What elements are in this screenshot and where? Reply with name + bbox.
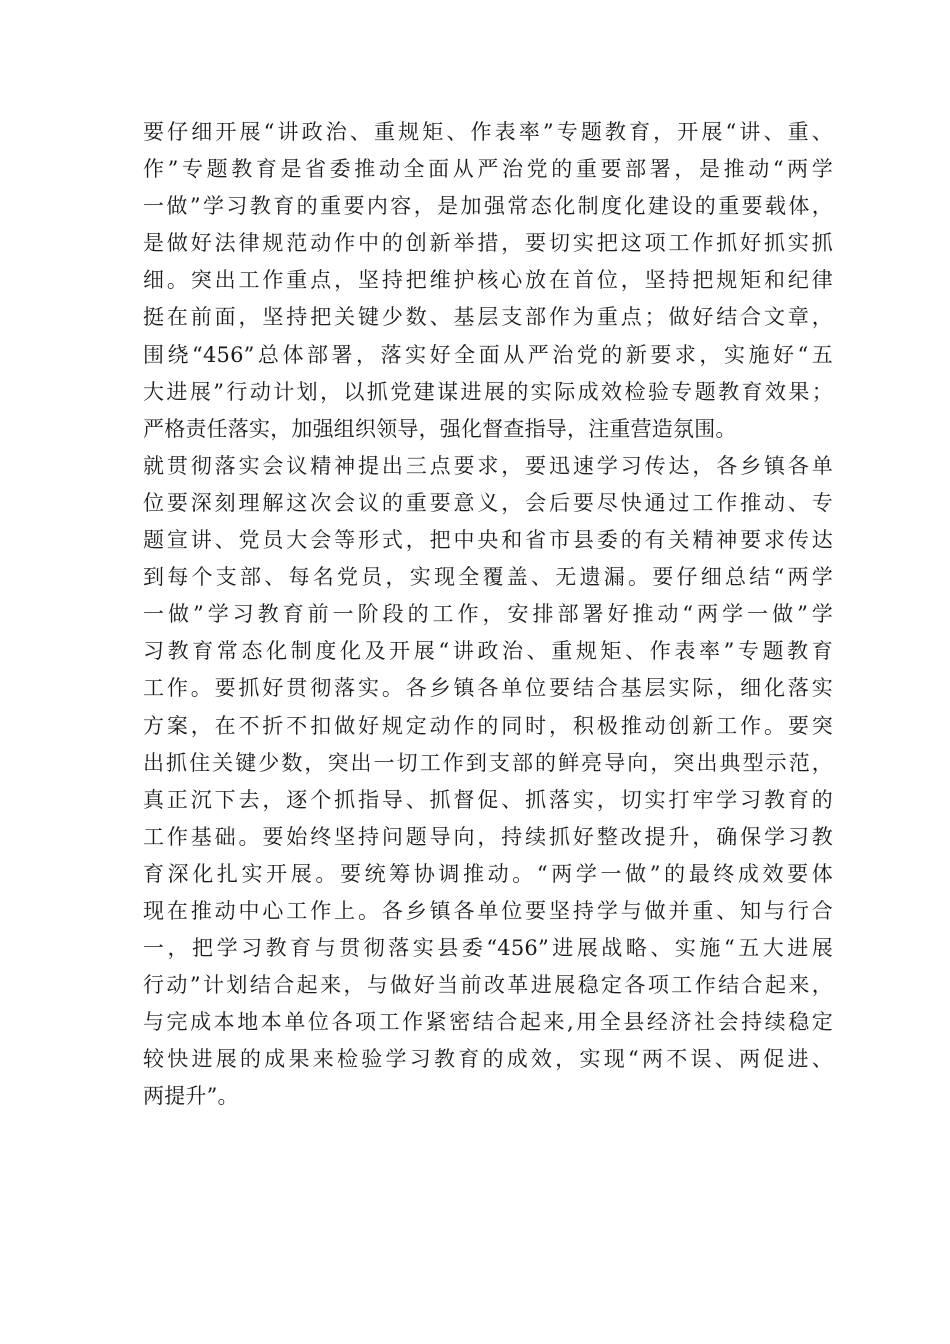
text-line: 位要深刻理解这次会议的重要意义，会后要尽快通过工作推动、专: [143, 490, 833, 515]
text-line: 细。突出工作重点，坚持把维护核心放在首位，坚持把规矩和纪律: [143, 268, 833, 293]
text-line: 一做”学习教育前一阶段的工作，安排部署好推动“两学一做”学: [143, 602, 833, 627]
text-line: 就贯彻落实会议精神提出三点要求，要迅速学习传达，各乡镇各单: [143, 453, 833, 478]
text-line: 育深化扎实开展。要统筹协调推动。“两学一做”的最终成效要体: [143, 861, 833, 886]
text-line: 一做”学习教育的重要内容，是加强常态化制度化建设的重要载体，: [143, 194, 833, 219]
text-line: 挺在前面，坚持把关键少数、基层支部作为重点；做好结合文章，: [143, 305, 833, 330]
text-line: 方案，在不折不扣做好规定动作的同时，积极推动创新工作。要突: [143, 713, 833, 738]
text-line: 到每个支部、每名党员，实现全覆盖、无遗漏。要仔细总结“两学: [143, 565, 833, 590]
text-line: 行动”计划结合起来，与做好当前改革进展稳定各项工作结合起来，: [143, 973, 833, 998]
text-line: 工作。要抓好贯彻落实。各乡镇各单位要结合基层实际，细化落实: [143, 676, 833, 701]
text-line: 真正沉下去，逐个抓指导、抓督促、抓落实，切实打牢学习教育的: [143, 787, 833, 812]
text-line: 两提升”。: [143, 1084, 239, 1109]
text-line: 出抓住关键少数，突出一切工作到支部的鲜亮导向，突出典型示范，: [143, 750, 833, 775]
text-line: 较快进展的成果来检验学习教育的成效，实现“两不误、两促进、: [143, 1047, 833, 1072]
text-line: 严格责任落实，加强组织领导，强化督查指导，注重营造氛围。: [143, 416, 737, 441]
text-line: 要仔细开展“讲政治、重规矩、作表率”专题教育，开展“讲、重、: [143, 120, 833, 144]
text-line: 围绕“456”总体部署，落实好全面从严治党的新要求，实施好“五: [143, 342, 833, 367]
text-line: 工作基础。要始终坚持问题导向，持续抓好整改提升，确保学习教: [143, 824, 833, 849]
text-line: 现在推动中心工作上。各乡镇各单位要坚持学与做并重、知与行合: [143, 898, 833, 923]
text-line: 与完成本地本单位各项工作紧密结合起来,用全县经济社会持续稳定: [143, 1010, 833, 1035]
text-line: 习教育常态化制度化及开展“讲政治、重规矩、作表率”专题教育: [143, 639, 833, 664]
text-line: 是做好法律规范动作中的创新举措，要切实把这项工作抓好抓实抓: [143, 231, 833, 256]
text-line: 大进展”行动计划，以抓党建谋进展的实际成效检验专题教育效果；: [143, 379, 833, 404]
text-line: 作”专题教育是省委推动全面从严治党的重要部署，是推动“两学: [143, 157, 833, 182]
text-line: 一，把学习教育与贯彻落实县委“456”进展战略、实施“五大进展: [143, 936, 833, 961]
body-text: [143, 114, 833, 1116]
text-line: 题宣讲、党员大会等形式，把中央和省市县委的有关精神要求传达: [143, 528, 833, 553]
